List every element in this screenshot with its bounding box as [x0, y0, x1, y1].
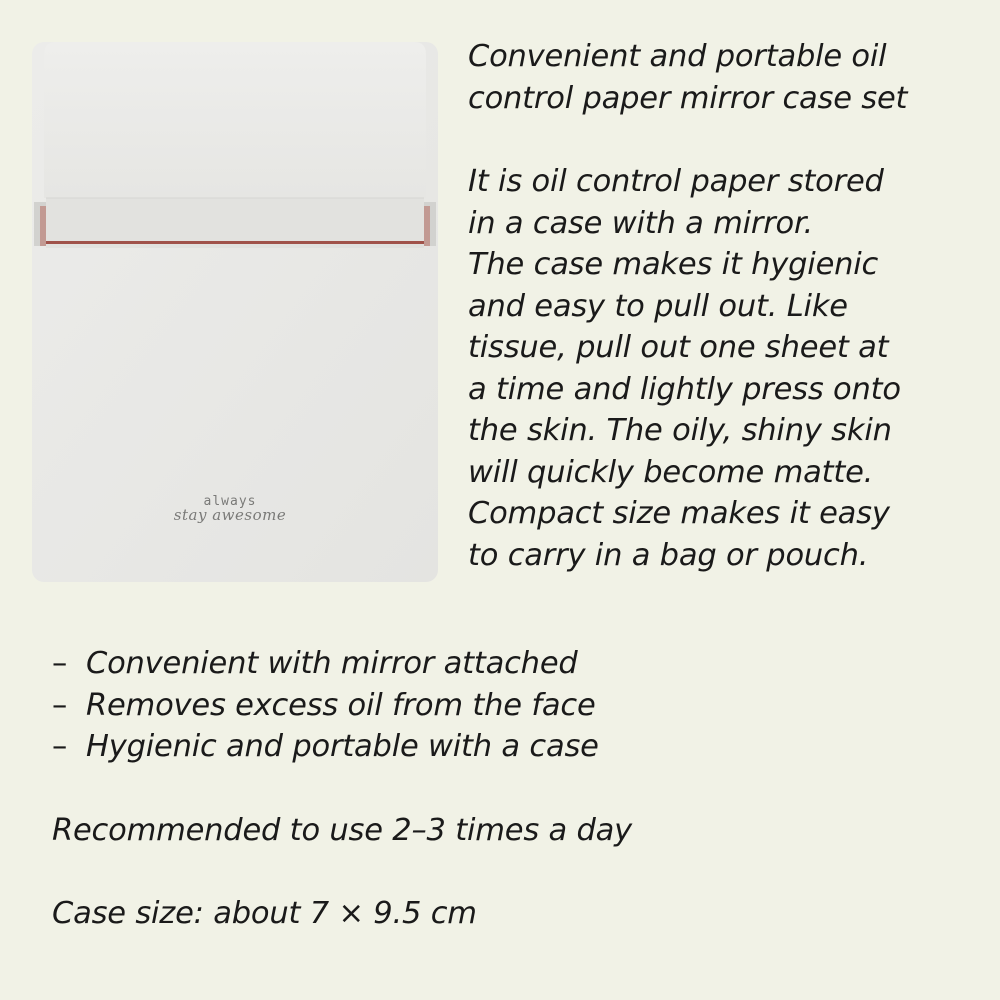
feature-item: [52, 643, 972, 685]
case-trim-line: [46, 241, 424, 244]
product-image: [32, 42, 438, 582]
feature-text: Convenient with mirror attached: [86, 646, 578, 681]
feature-list: [52, 643, 972, 768]
logo-line-1: always: [203, 494, 257, 509]
case-size: Case size: about 7 × 9.5 cm: [52, 896, 477, 931]
feature-dash: –: [52, 646, 68, 681]
usage-recommendation: Recommended to use 2–3 times a day: [52, 813, 633, 848]
product-description: [468, 161, 988, 576]
feature-item: [52, 726, 972, 768]
mirror-case-illustration: [32, 42, 438, 582]
description-text: It is oil control paper stored in a case with a mirror. The case makes it hygienic and easy to pull out. Like tissue, pull out one sheet at a time and lightly press onto the skin. The oily, shiny skin will quickly become matte. Compact size makes it easy to carry in a bag or pouch.: [468, 164, 901, 573]
feature-text: Hygienic and portable with a case: [86, 729, 599, 764]
feature-text: Removes excess oil from the face: [86, 687, 596, 723]
feature-item: [52, 685, 972, 727]
product-title: [468, 36, 988, 119]
case-opening: [46, 198, 424, 242]
title-text: Convenient and portable oil control paper mirror case set: [468, 39, 908, 116]
case-lid: [44, 42, 426, 198]
feature-dash: –: [52, 687, 68, 723]
feature-dash: –: [52, 729, 68, 764]
logo-line-2: stay awesome: [173, 506, 287, 524]
